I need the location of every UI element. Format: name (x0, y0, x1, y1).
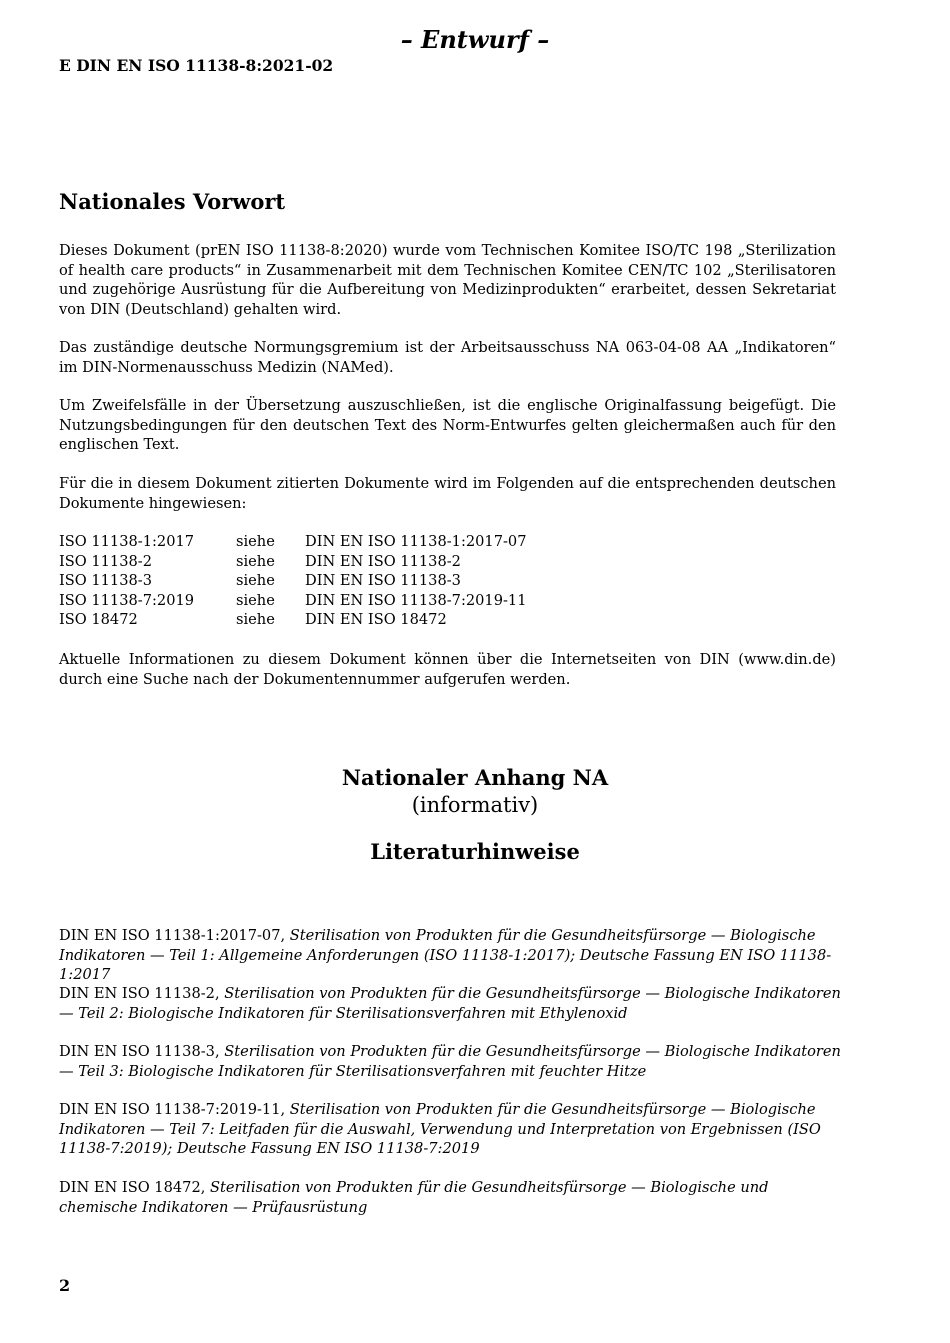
bibliography-entry (59, 1100, 849, 1159)
see-label: siehe (236, 572, 275, 589)
din-ref: DIN EN ISO 18472 (305, 611, 447, 628)
reference-id: DIN EN ISO 11138-1:2017-07, (59, 927, 286, 944)
reference-title: Sterilisation von Produkten für die Gesundheitsfürsorge — Biologische Indikatoren — Teil 3: Biologische Indikatoren für Sterilisationsverfahren mit feuchter Hitze (59, 1043, 841, 1080)
see-label: siehe (236, 591, 275, 609)
foreword-paragraph: Für die in diesem Dokument zitierten Dokumente wird im Folgenden auf die entsprechenden deutschen Dokumente hingewiesen: (59, 475, 836, 512)
din-ref: DIN EN ISO 11138-1:2017-07 (305, 533, 527, 550)
foreword-paragraph: Das zuständige deutsche Normungsgremium ist der Arbeitsausschuss NA 063-04-08 AA „Indikatoren“ im DIN-Normenausschuss Medizin (NAMed). (59, 339, 836, 376)
document-id: E DIN EN ISO 11138-8:2021-02 (59, 56, 334, 75)
din-ref: DIN EN ISO 11138-3 (305, 572, 461, 589)
see-label: siehe (236, 533, 275, 550)
draft-mark: – Entwurf – (400, 25, 550, 54)
bibliography-entry (59, 1042, 849, 1081)
reference-id: DIN EN ISO 11138-3, (59, 1043, 220, 1060)
reference-title: Sterilisation von Produkten für die Gesundheitsfürsorge — Biologische Indikatoren — Teil 7: Leitfaden für die Auswahl, Verwendung und Interpretation von Ergebnissen (ISO 11138-7:2019); Deutsche Fassung EN ISO 11138-7:2019 (59, 1101, 821, 1157)
din-ref: DIN EN ISO 11138-7:2019-11 (305, 591, 527, 609)
reference-title: Sterilisation von Produkten für die Gesundheitsfürsorge — Biologische und chemische Indikatoren — Prüfausrüstung (59, 1179, 769, 1216)
table-row (59, 532, 527, 552)
foreword-heading: Nationales Vorwort (59, 189, 286, 214)
page-number: 2 (59, 1276, 71, 1295)
iso-ref: ISO 11138-7:2019 (59, 591, 195, 609)
iso-ref: ISO 11138-2 (59, 552, 153, 570)
iso-ref: ISO 18472 (59, 611, 138, 628)
reference-title: Sterilisation von Produkten für die Gesundheitsfürsorge — Biologische Indikatoren — Teil 1: Allgemeine Anforderungen (ISO 11138-1:2017); Deutsche Fassung EN ISO 11138-1:2017 (59, 927, 832, 983)
annex-heading-block (0, 764, 950, 866)
table-row (59, 571, 527, 591)
reference-id: DIN EN ISO 18472, (59, 1179, 206, 1196)
foreword-paragraph: Um Zweifelsfälle in der Übersetzung auszuschließen, ist die englische Originalfassung beigefügt. Die Nutzungsbedingungen für den deutschen Text des Norm-Entwurfes gelten gleichermaßen auch für den englischen Text. (59, 397, 836, 453)
annex-title: Nationaler Anhang NA (341, 765, 609, 790)
foreword-closing-paragraph: Aktuelle Informationen zu diesem Dokument können über die Internetseiten von DIN (www.din.de) durch eine Suche nach der Dokumentennummer aufgerufen werden. (59, 651, 836, 688)
bibliography-entry (59, 926, 849, 985)
reference-id: DIN EN ISO 11138-2, (59, 985, 220, 1002)
bibliography-entry (59, 1178, 849, 1217)
foreword-paragraph: Dieses Dokument (prEN ISO 11138-8:2020) wurde vom Technischen Komitee ISO/TC 198 „Sterilization of health care products“ in Zusammenarbeit mit dem Technischen Komitee CEN/TC 102 „Sterilisatoren und zugehörige Ausrüstung für die Aufbereitung von Medizinprodukten“ erarbeitet, dessen Sekretariat von DIN (Deutschland) gehalten wird. (59, 242, 836, 318)
table-row (59, 591, 527, 611)
reference-id: DIN EN ISO 11138-7:2019-11, (59, 1101, 286, 1118)
iso-ref: ISO 11138-3 (59, 572, 153, 589)
see-label: siehe (236, 611, 275, 628)
table-row (59, 552, 527, 572)
annex-subtitle: (informativ) (411, 793, 539, 817)
din-ref: DIN EN ISO 11138-2 (305, 552, 461, 570)
bibliography-entry (59, 984, 849, 1023)
iso-ref: ISO 11138-1:2017 (59, 533, 195, 550)
see-label: siehe (236, 552, 275, 570)
table-row (59, 610, 527, 630)
reference-title: Sterilisation von Produkten für die Gesundheitsfürsorge — Biologische Indikatoren — Teil 2: Biologische Indikatoren für Sterilisationsverfahren mit Ethylenoxid (59, 985, 841, 1022)
cross-reference-table (59, 532, 527, 630)
bibliography-heading: Literaturhinweise (370, 839, 580, 864)
